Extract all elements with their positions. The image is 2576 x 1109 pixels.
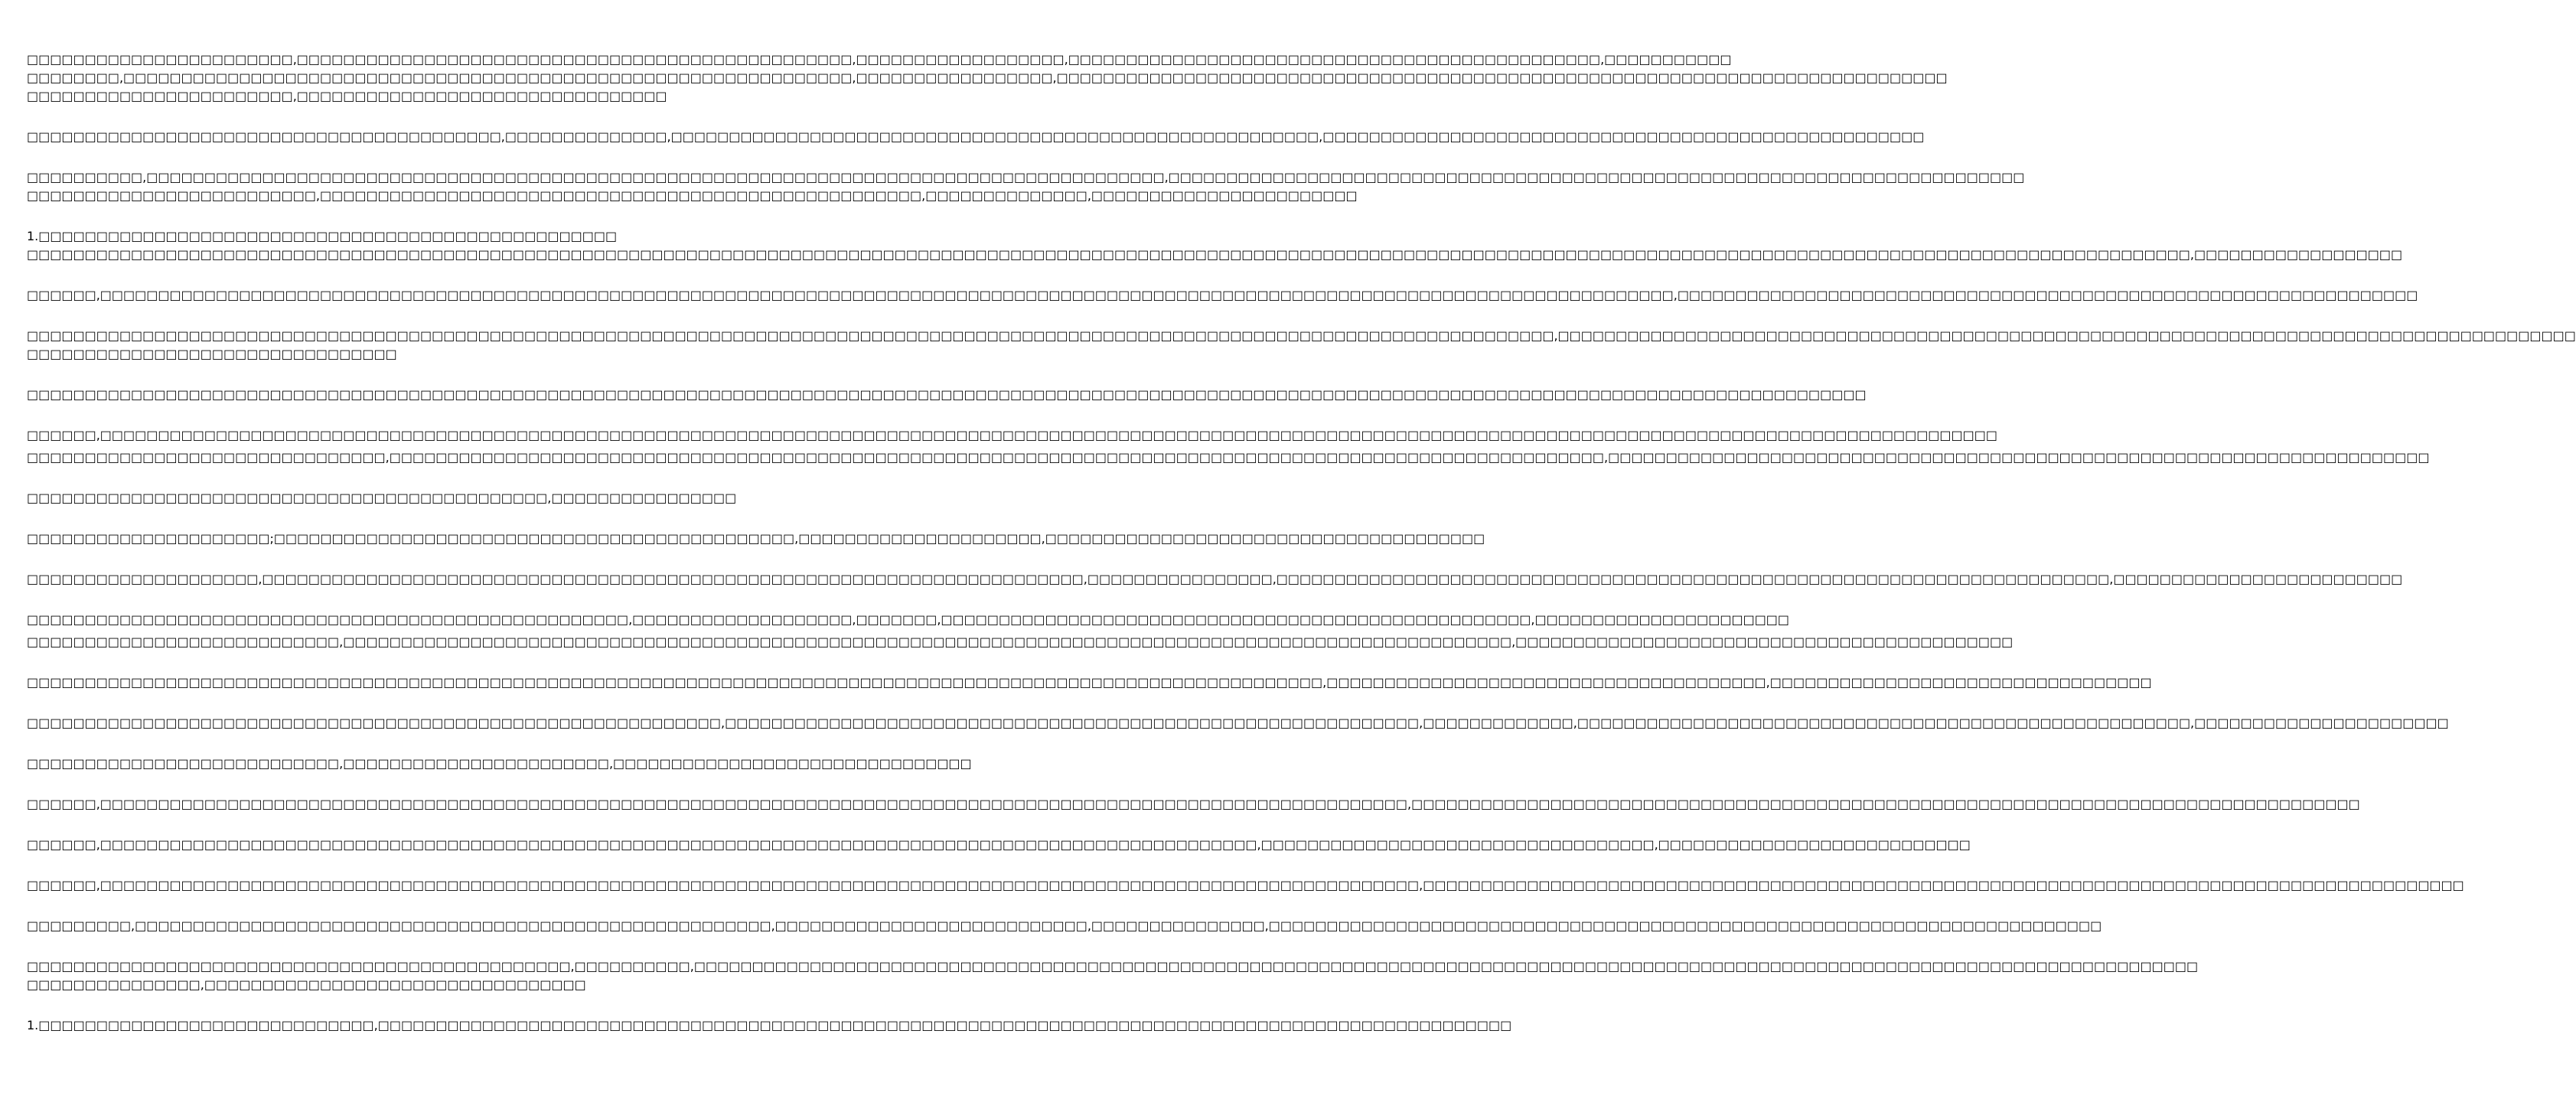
text-line: □□□□□□□□□□□□□□□□□□□□□□□□□□□□□□□□□□□□□□□□□□□□□□□,□□□□□□□□□□,□□□□□□□□□□□□□□□□□□□□□□□□□□□□□□□□□□□□□□□□□□□□□□□□□□□□□□□□□□□□□□□□□□□□□□□□□□□□□□□□□□□□□□□□□□□□□□□□□□□□□□□□□□□□□□□□□□□□□□□□□□□□□□□□□□ (27, 959, 2199, 974)
text-line: □□□□□□□□,□□□□□□□□□□□□□□□□□□□□□□□□□□□□□□□□□□□□□□□□□□□□□□□□□□□□□□□□□□□□□□□,□□□□□□□□□□□□□□□□□,□□□□□□□□□□□□□□□□□□□□□□□□□□□□□□□□□□□□□□□□□□□□□□□□□□□□□□□□□□□□□□□□□□□□□□□□□□□□□ (27, 70, 1948, 85)
text-line: □□□□□□□□□□□□□□□□□□□□□□□□□□□□□□□□□□□□□□□□□□□□□□□□□□□□□□□□□□□□,□□□□□□□□□□□□□□□□□□□□□□□□□□□□□□□□□□□□□□□□□□□□□□□□□□□□□□□□□□□□,□□□□□□□□□□□□□,□□□□□□□□□□□□□□□□□□□□□□□□□□□□□□□□□□□□□□□□□□□□□□□□□□□□□,□□□□□□□□□□□□□□□□□□□□□□ (27, 716, 2449, 730)
paragraph (27, 611, 1790, 629)
text-line: □□□□□□,□□□□□□□□□□□□□□□□□□□□□□□□□□□□□□□□□□□□□□□□□□□□□□□□□□□□□□□□□□□□□□□□□□□□□□□□□□□□□□□□□□□□□□□□□□□□□□□□□□□□□□□□□□□□□□□□□□,□□□□□□□□□□□□□□□□□□□□□□□□□□□□□□□□□□□□□□□□□□□□□□□□□□□□□□□□□□□□□□□□□□□□□□□□□□□□□□□□□□□□□□□□□□ (27, 878, 2464, 892)
text-line: □□□□□□□□□□□□□□□□□□□□□□□,□□□□□□□□□□□□□□□□□□□□□□□□□□□□□□□□□□□□□□□□□□□□□□□□,□□□□□□□□□□□□□□□□□□,□□□□□□□□□□□□□□□□□□□□□□□□□□□□□□□□□□□□□□□□□□□□□□,□□□□□□□□□□□ (27, 52, 1732, 67)
paragraph (27, 674, 2152, 692)
paragraph (27, 426, 1998, 445)
paragraph (27, 714, 2449, 732)
text-line: □□□□□□□□□□□□□□□□□□□□□□□□□□□□□□□□□□□□□□□□□□□□□□□□□□□□□□□□□□□□□□□□□□□□□□□□□□□□□□□□□□□□□□□□□□□□□□□□□□□□□□□□□□□□□□□□,□□□□□□□□□□□□□□□□□□□□□□□□□□□□□□□□□□□□□□,□□□□□□□□□□□□□□□□□□□□□□□□□□□□□□□□□ (27, 675, 2152, 690)
text-line: □□□□□□□□□□□□□□□□□□□□□□□□□□□,□□□□□□□□□□□□□□□□□□□□□□□,□□□□□□□□□□□□□□□□□□□□□□□□□□□□□□□ (27, 756, 972, 771)
text-line: □□□□□□□□□□□□□□□□□□□□□□□□□□□□□□□□ (27, 347, 397, 361)
text-line: 1.□□□□□□□□□□□□□□□□□□□□□□□□□□□□□,□□□□□□□□□□□□□□□□□□□□□□□□□□□□□□□□□□□□□□□□□□□□□□□□□□□□□□□□□□□□□□□□□□□□□□□□□□□□□□□□□□□□□□□□□□□□□□□□□□ (27, 1018, 1512, 1032)
paragraph (27, 51, 1948, 106)
paragraph (27, 327, 2576, 364)
text-line: □□□□□□□□□□□□□□□□□□□□□□□□□□□□□□□□□□□□□□□□□□□□□□□□□□□□□□□□□□□□□□□□□□□□□□□□□□□□□□□□□□□□□□□□□□□□□□□□□□□□□□□□□□□□□□□□□□□□□□□□□□□□□□□□□□□□,□□□□□□□□□□□□□□□□□□□□□□□□□□□□□□□□□□□□□□□□□□□□□□□□□□□□□□□□□□□□□□□□□□□□□□□□□□□□□□□□□□□□□□□□ (27, 328, 2576, 343)
text-line: □□□□□□□□□□□□□□□□□□□□□□□□□□□□□□□□□□□□□□□□□□□□□,□□□□□□□□□□□□□□□□ (27, 491, 737, 505)
paragraph (27, 386, 1867, 404)
paragraph (27, 227, 2403, 264)
text-line: □□□□□□□□□□□□□□□,□□□□□□□□□□□□□□□□□□□□□□□□□□□□□□□□□ (27, 977, 586, 992)
paragraph (27, 836, 1971, 854)
text-line: □□□□□□,□□□□□□□□□□□□□□□□□□□□□□□□□□□□□□□□□□□□□□□□□□□□□□□□□□□□□□□□□□□□□□□□□□□□□□□□□□□□□□□□□□□□□□□□□□□□□□□□□□□□□□□□□□□□□□□□□□□□□□□□□□□□□□□□□□□□□□□□,□□□□□□□□□□□□□□□□□□□□□□□□□□□□□□□□□□□□□□□□□□□□□□□□□□□□□□□□□□□□□□□□ (27, 288, 2418, 302)
text-line: □□□□□□,□□□□□□□□□□□□□□□□□□□□□□□□□□□□□□□□□□□□□□□□□□□□□□□□□□□□□□□□□□□□□□□□□□□□□□□□□□□□□□□□□□□□□□□□□□□□□□□□□□□□□□□□□□□□□□□□□□□□□□□□□□□□□□□□□□□□□□□□□□□□□□□□□□□□□□□□□□□□□□□□□□□□ (27, 428, 1998, 442)
paragraph (27, 168, 2025, 205)
paragraph (27, 876, 2464, 895)
paragraph (27, 1016, 1512, 1035)
text-line: □□□□□□□□□□□□□□□□□□□□□□□□□□□□□□□□□□□□□□□□□□□□□□□□□□□□,□□□□□□□□□□□□□□□□□□□,□□□□□□□,□□□□□□□□□□□□□□□□□□□□□□□□□□□□□□□□□□□□□□□□□□□□□□□□□□□,□□□□□□□□□□□□□□□□□□□□□□ (27, 612, 1790, 627)
text-line: □□□□□□□□□□□□□□□□□□□□□□□□□□□□□□□,□□□□□□□□□□□□□□□□□□□□□□□□□□□□□□□□□□□□□□□□□□□□□□□□□□□□□□□□□□□□□□□□□□□□□□□□□□□□□□□□□□□□□□□□□□□□□□□□□□□□□□□□□,□□□□□□□□□□□□□□□□□□□□□□□□□□□□□□□□□□□□□□□□□□□□□□□□□□□□□□□□□□□□□□□□□□□□□□□ (27, 450, 2430, 465)
text-line: □□□□□□□□□□,□□□□□□□□□□□□□□□□□□□□□□□□□□□□□□□□□□□□□□□□□□□□□□□□□□□□□□□□□□□□□□□□□□□□□□□□□□□□□□□□□□□□□□□□,□□□□□□□□□□□□□□□□□□□□□□□□□□□□□□□□□□□□□□□□□□□□□□□□□□□□□□□□□□□□□□□□□□□□□□□□□□ (27, 170, 2025, 184)
text-line: □□□□□□□□□,□□□□□□□□□□□□□□□□□□□□□□□□□□□□□□□□□□□□□□□□□□□□□□□□□□□□□□□,□□□□□□□□□□□□□□□□□□□□□□□□□□□,□□□□□□□□□□□□□□□,□□□□□□□□□□□□□□□□□□□□□□□□□□□□□□□□□□□□□□□□□□□□□□□□□□□□□□□□□□□□□□□□□□□□□□□□ (27, 918, 2102, 933)
paragraph (27, 917, 2102, 935)
document-page (27, 51, 2576, 1057)
text-line: 1.□□□□□□□□□□□□□□□□□□□□□□□□□□□□□□□□□□□□□□□□□□□□□□□□□□ (27, 229, 618, 243)
text-line: □□□□□□□□□□□□□□□□□□□□□;□□□□□□□□□□□□□□□□□□□□□□□□□□□□□□□□□□□□□□□□□□□□□,□□□□□□□□□□□□□□□□□□□□□,□□□□□□□□□□□□□□□□□□□□□□□□□□□□□□□□□□□□□□ (27, 531, 1485, 546)
text-line: □□□□□□□□□□□□□□□□□□□□□□□□□□□,□□□□□□□□□□□□□□□□□□□□□□□□□□□□□□□□□□□□□□□□□□□□□□□□□□□□□□□□□□□□□□□□□□□□□□□□□□□□□□□□□□□□□□□□□□□□□□□□□□□□□,□□□□□□□□□□□□□□□□□□□□□□□□□□□□□□□□□□□□□□□□□□□ (27, 634, 2014, 649)
text-line: □□□□□□,□□□□□□□□□□□□□□□□□□□□□□□□□□□□□□□□□□□□□□□□□□□□□□□□□□□□□□□□□□□□□□□□□□□□□□□□□□□□□□□□□□□□□□□□□□□□□□□□□□□□,□□□□□□□□□□□□□□□□□□□□□□□□□□□□□□□□□□,□□□□□□□□□□□□□□□□□□□□□□□□□□□ (27, 837, 1971, 852)
text-line: □□□□□□□□□□□□□□□□□□□□,□□□□□□□□□□□□□□□□□□□□□□□□□□□□□□□□□□□□□□□□□□□□□□□□□□□□□□□□□□□□□□□□□□□□□□□,□□□□□□□□□□□□□□□□,□□□□□□□□□□□□□□□□□□□□□□□□□□□□□□□□□□□□□□□□□□□□□□□□□□□□□□□□□□□□□□□□□□□□□□□□,□□□□□□□□□□□□□□□□□□□□□□□□□ (27, 572, 2403, 586)
paragraph (27, 957, 2199, 994)
text-line: □□□□□□□□□□□□□□□□□□□□□□□□□,□□□□□□□□□□□□□□□□□□□□□□□□□□□□□□□□□□□□□□□□□□□□□□□□□□□□,□□□□□□□□□□□□□□,□□□□□□□□□□□□□□□□□□□□□□□ (27, 188, 1358, 203)
paragraph (27, 489, 757, 507)
paragraph (27, 633, 2014, 651)
paragraph (27, 448, 2430, 467)
text-line: □□□□□□□□□□□□□□□□□□□□□□□,□□□□□□□□□□□□□□□□□□□□□□□□□□□□□□□□ (27, 89, 667, 103)
paragraph (27, 755, 972, 773)
paragraph (27, 286, 2418, 305)
paragraph (27, 795, 2360, 814)
text-line: □□□□□□□□□□□□□□□□□□□□□□□□□□□□□□□□□□□□□□□□□,□□□□□□□□□□□□□□,□□□□□□□□□□□□□□□□□□□□□□□□□□□□□□□□□□□□□□□□□□□□□□□□□□□□□□□□,□□□□□□□□□□□□□□□□□□□□□□□□□□□□□□□□□□□□□□□□□□□□□□□□□□□□ (27, 129, 1925, 144)
paragraph (27, 128, 1925, 146)
paragraph (27, 530, 1485, 548)
text-line: □□□□□□□□□□□□□□□□□□□□□□□□□□□□□□□□□□□□□□□□□□□□□□□□□□□□□□□□□□□□□□□□□□□□□□□□□□□□□□□□□□□□□□□□□□□□□□□□□□□□□□□□□□□□□□□□□□□□□□□□□□□□□□□□□□□□□□□□□□□□□□□□□□□□□□□□□□□□□□□ (27, 387, 1867, 402)
text-line: □□□□□□,□□□□□□□□□□□□□□□□□□□□□□□□□□□□□□□□□□□□□□□□□□□□□□□□□□□□□□□□□□□□□□□□□□□□□□□□□□□□□□□□□□□□□□□□□□□□□□□□□□□□□□□□□□□□□□□□□,□□□□□□□□□□□□□□□□□□□□□□□□□□□□□□□□□□□□□□□□□□□□□□□□□□□□□□□□□□□□□□□□□□□□□□□□□□□□□□□□□□ (27, 797, 2360, 811)
paragraph (27, 570, 2403, 589)
text-line: □□□□□□□□□□□□□□□□□□□□□□□□□□□□□□□□□□□□□□□□□□□□□□□□□□□□□□□□□□□□□□□□□□□□□□□□□□□□□□□□□□□□□□□□□□□□□□□□□□□□□□□□□□□□□□□□□□□□□□□□□□□□□□□□□□□□□□□□□□□□□□□□□□□□□□□□□□□□□□□□□□□□□□□□□□□□□□□□□□□□□□□□□□□,□□□□□□□□□□□□□□□□□□ (27, 247, 2403, 262)
